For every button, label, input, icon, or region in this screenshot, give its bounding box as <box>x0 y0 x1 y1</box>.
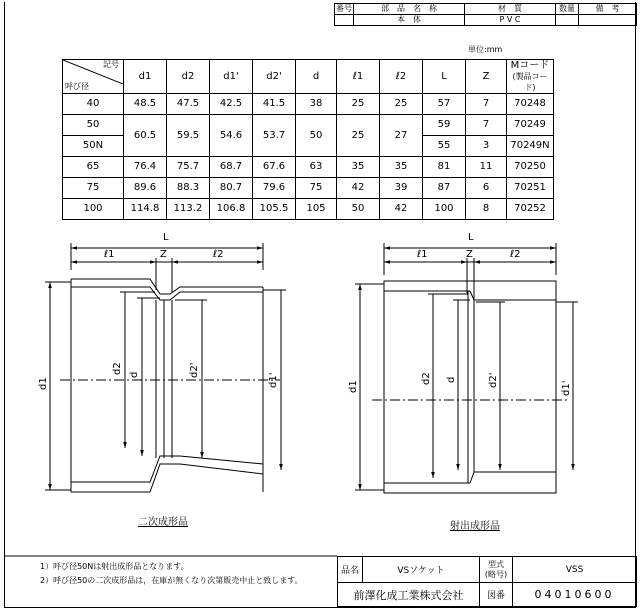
cell-l2: 39 <box>380 178 423 199</box>
cell-L: 57 <box>423 94 466 115</box>
cell-l2: 35 <box>380 157 423 178</box>
cell-code: 70249N <box>507 136 554 157</box>
cell-d2p: 105.5 <box>253 199 296 220</box>
left-caption: 二次成形品 <box>138 517 188 528</box>
type-value: VSS <box>513 557 637 583</box>
drawing-number-label: 図番 <box>480 583 513 607</box>
right-label-L: L <box>468 232 474 243</box>
type-label-2: (略号) <box>484 569 508 579</box>
parts-cell-material: P V C <box>465 15 556 26</box>
cell-l2: 42 <box>380 199 423 220</box>
cell-d1: 89.6 <box>124 178 167 199</box>
name-value: VSソケット <box>363 557 480 583</box>
cell-l1: 42 <box>337 178 380 199</box>
note-1: 1）呼び径50Nは射出成形品となります。 <box>40 562 189 571</box>
col-d2: d2 <box>167 60 210 94</box>
right-label-d1: d1 <box>348 380 359 393</box>
right-label-Z: Z <box>466 249 473 260</box>
right-label-l1: ℓ1 <box>417 249 428 260</box>
drawing-number: 04010600 <box>513 583 637 607</box>
cell-d1p: 106.8 <box>210 199 253 220</box>
cell-Z: 11 <box>466 157 507 178</box>
cell-code: 70249 <box>507 115 554 136</box>
parts-header-number: 番号 <box>336 4 352 13</box>
cell-d2: 113.2 <box>167 199 210 220</box>
right-label-l2: ℓ2 <box>510 249 521 260</box>
left-label-d: d <box>129 371 140 378</box>
right-label-d: d <box>446 376 457 383</box>
note-2: 2）呼び径50の二次成形品は，在庫が無くなり次第販売中止と致します。 <box>40 576 303 585</box>
company-name: 前澤化成工業株式会社 <box>338 583 480 607</box>
cell-d2p: 79.6 <box>253 178 296 199</box>
col-Z: Z <box>466 60 507 94</box>
cell-L: 100 <box>423 199 466 220</box>
cell-L: 59 <box>423 115 466 136</box>
cell-size: 50 <box>63 115 124 136</box>
type-label <box>480 557 513 583</box>
left-label-d2: d2 <box>112 362 123 375</box>
left-label-l1: ℓ1 <box>104 249 115 260</box>
cell-L: 81 <box>423 157 466 178</box>
cell-d2p: 67.6 <box>253 157 296 178</box>
col-l1: ℓ1 <box>337 60 380 94</box>
cell-L: 55 <box>423 136 466 157</box>
parts-header-material: 材 質 <box>465 4 556 15</box>
cell-d2: 59.5 <box>167 115 210 157</box>
cell-size: 75 <box>63 178 124 199</box>
col-d: d <box>296 60 337 94</box>
cell-l1: 35 <box>337 157 380 178</box>
cell-d: 105 <box>296 199 337 220</box>
cell-Z: 3 <box>466 136 507 157</box>
col-l2: ℓ2 <box>380 60 423 94</box>
cell-d1p: 54.6 <box>210 115 253 157</box>
left-label-Z: Z <box>160 249 167 260</box>
cell-code: 70252 <box>507 199 554 220</box>
cell-Z: 7 <box>466 115 507 136</box>
cell-d1p: 68.7 <box>210 157 253 178</box>
left-label-d2p: d2' <box>189 362 200 378</box>
cell-l1: 25 <box>337 94 380 115</box>
parts-header-qty: 数量 <box>556 4 579 15</box>
col-d1: d1 <box>124 60 167 94</box>
cell-size: 40 <box>63 94 124 115</box>
cell-l1: 25 <box>337 115 380 157</box>
type-label-1: 型式 <box>488 559 504 569</box>
cell-L: 87 <box>423 178 466 199</box>
unit-label: 単位:mm <box>468 45 503 54</box>
name-label: 品名 <box>338 557 363 583</box>
cell-l1: 50 <box>337 199 380 220</box>
right-label-d1p: d1' <box>561 380 572 396</box>
cell-size: 100 <box>63 199 124 220</box>
left-label-d1: d1 <box>38 377 49 390</box>
col-d2p: d2' <box>253 60 296 94</box>
cell-d: 50 <box>296 115 337 157</box>
cell-d: 63 <box>296 157 337 178</box>
mcode-header-1: Mコード <box>510 60 550 71</box>
cell-d1p: 80.7 <box>210 178 253 199</box>
cell-code: 70251 <box>507 178 554 199</box>
cell-d: 75 <box>296 178 337 199</box>
cell-d1: 114.8 <box>124 199 167 220</box>
cell-d1p: 42.5 <box>210 94 253 115</box>
cell-d: 38 <box>296 94 337 115</box>
notes <box>40 560 303 588</box>
cell-Z: 8 <box>466 199 507 220</box>
left-drawing <box>45 243 286 492</box>
left-label-d1p: d1' <box>268 372 279 388</box>
col-d1p: d1' <box>210 60 253 94</box>
title-block <box>337 556 637 607</box>
corner-top-label: 記号 <box>103 60 119 69</box>
cell-d2p: 41.5 <box>253 94 296 115</box>
col-L: L <box>423 60 466 94</box>
cell-d2: 75.7 <box>167 157 210 178</box>
left-label-l2: ℓ2 <box>213 249 224 260</box>
parts-header-name: 部 品 名 称 <box>354 4 465 15</box>
cell-size: 50N <box>63 136 124 157</box>
cell-size: 65 <box>63 157 124 178</box>
parts-cell-name: 本 体 <box>354 15 465 26</box>
cell-d2p: 53.7 <box>253 115 296 157</box>
cell-d2: 47.5 <box>167 94 210 115</box>
right-label-d2p: d2' <box>488 372 499 388</box>
cell-code: 70250 <box>507 157 554 178</box>
cell-Z: 7 <box>466 94 507 115</box>
cell-code: 70248 <box>507 94 554 115</box>
cell-d2: 88.3 <box>167 178 210 199</box>
cell-d1: 76.4 <box>124 157 167 178</box>
right-drawing <box>355 243 578 493</box>
parts-header-remarks: 備 考 <box>579 4 637 15</box>
left-label-L: L <box>163 232 169 243</box>
right-label-d2: d2 <box>421 372 432 385</box>
mcode-header-2: (製品コード) <box>512 72 548 92</box>
cell-d1: 60.5 <box>124 115 167 157</box>
cell-l2: 25 <box>380 94 423 115</box>
corner-bottom-label: 呼び径 <box>65 82 89 91</box>
right-caption: 射出成形品 <box>450 521 500 532</box>
cell-Z: 6 <box>466 178 507 199</box>
cell-l2: 27 <box>380 115 423 157</box>
cell-d1: 48.5 <box>124 94 167 115</box>
